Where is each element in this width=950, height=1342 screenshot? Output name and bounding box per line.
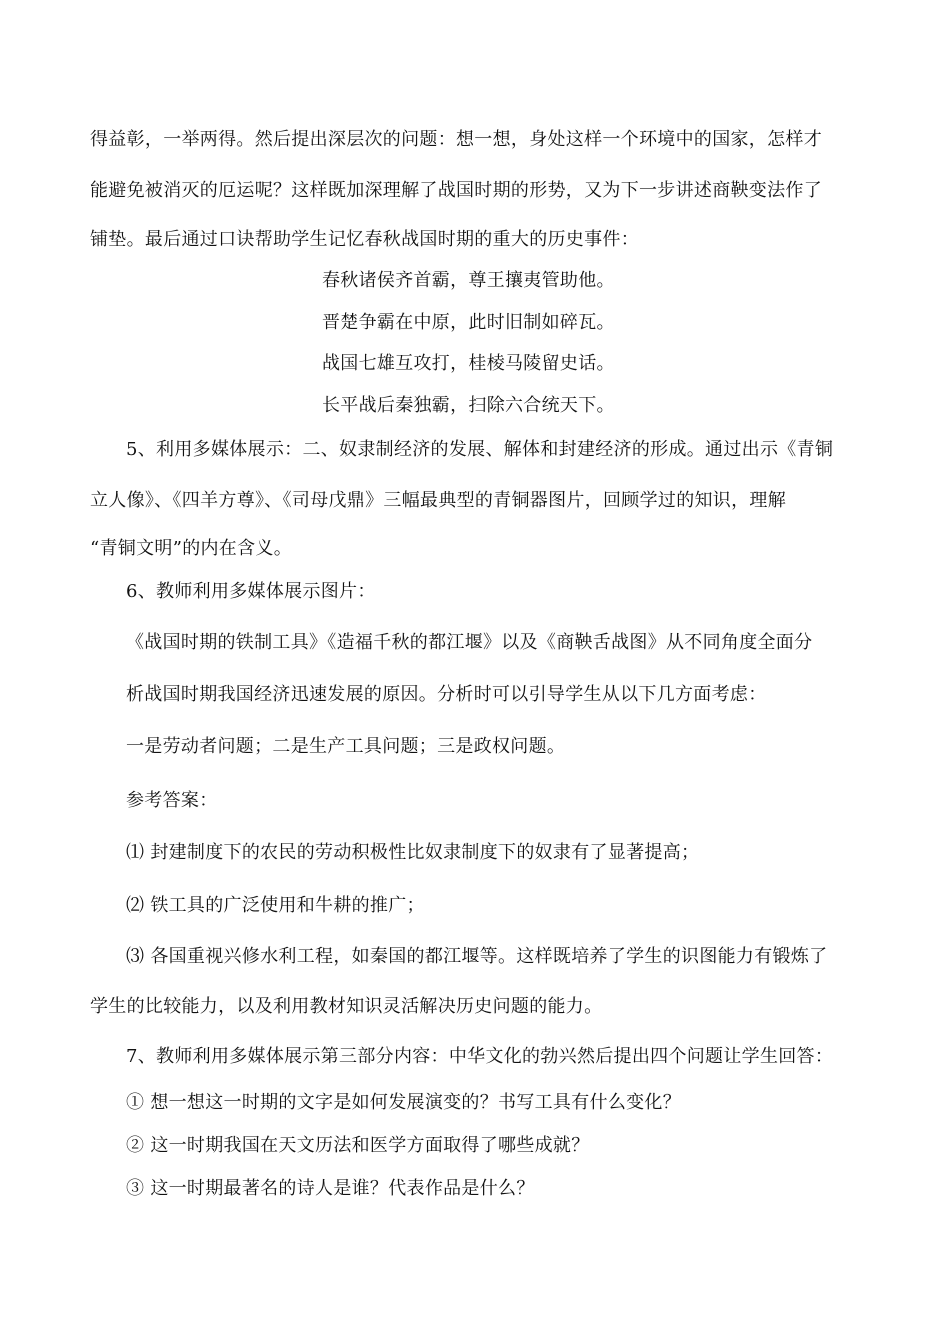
answer-item: ⑶ 各国重视兴修水利工程，如秦国的都江堰等。这样既培养了学生的识图能力有锻炼了 bbox=[126, 946, 828, 967]
question-item: ③ 这一时期最著名的诗人是谁？代表作品是什么？ bbox=[126, 1178, 535, 1199]
item6-line: 一是劳动者问题；二是生产工具问题；三是政权问题。 bbox=[126, 736, 566, 757]
answer-item: ⑴ 封建制度下的农民的劳动积极性比奴隶制度下的奴隶有了显著提高； bbox=[126, 842, 700, 863]
poem-line: 晋楚争霸在中原，此时旧制如碎瓦。 bbox=[322, 312, 615, 333]
answer-title: 参考答案： bbox=[126, 790, 218, 811]
item6-line: 《战国时期的铁制工具》《造福千秋的都江堰》以及《商鞅舌战图》从不同角度全面分 bbox=[126, 632, 813, 653]
item7-title: 7、教师利用多媒体展示第三部分内容：中华文化的勃兴然后提出四个问题让学生回答： bbox=[126, 1046, 834, 1067]
item5-line: “青铜文明”的内在含义。 bbox=[90, 538, 293, 559]
poem-line: 春秋诸侯齐首霸，尊王攘夷管助他。 bbox=[322, 270, 615, 291]
item6-title: 6、教师利用多媒体展示图片： bbox=[126, 581, 376, 602]
intro-line: 得益彰，一举两得。然后提出深层次的问题：想一想，身处这样一个环境中的国家，怎样才 bbox=[90, 129, 822, 150]
item6-line: 析战国时期我国经济迅速发展的原因。分析时可以引导学生从以下几方面考虑： bbox=[126, 684, 767, 705]
intro-line: 铺垫。最后通过口诀帮助学生记忆春秋战国时期的重大的历史事件： bbox=[90, 229, 639, 250]
intro-line: 能避免被消灭的厄运呢？这样既加深理解了战国时期的形势，又为下一步讲述商鞅变法作了 bbox=[90, 180, 822, 201]
question-item: ② 这一时期我国在天文历法和医学方面取得了哪些成就？ bbox=[126, 1135, 590, 1156]
poem-line: 战国七雄互攻打，桂棱马陵留史话。 bbox=[322, 353, 615, 374]
item5-line: 5、利用多媒体展示：二、奴隶制经济的发展、解体和封建经济的形成。通过出示《青铜 bbox=[126, 439, 834, 460]
poem-line: 长平战后秦独霸，扫除六合统天下。 bbox=[322, 395, 615, 416]
question-item: ① 想一想这一时期的文字是如何发展演变的？书写工具有什么变化？ bbox=[126, 1092, 682, 1113]
answer-item: ⑵ 铁工具的广泛使用和牛耕的推广； bbox=[126, 895, 425, 916]
item5-line: 立人像》、《四羊方尊》、《司母戊鼎》三幅最典型的青铜器图片，回顾学过的知识，理解 bbox=[90, 490, 786, 511]
answer-item: 学生的比较能力，以及利用教材知识灵活解决历史问题的能力。 bbox=[90, 996, 603, 1017]
